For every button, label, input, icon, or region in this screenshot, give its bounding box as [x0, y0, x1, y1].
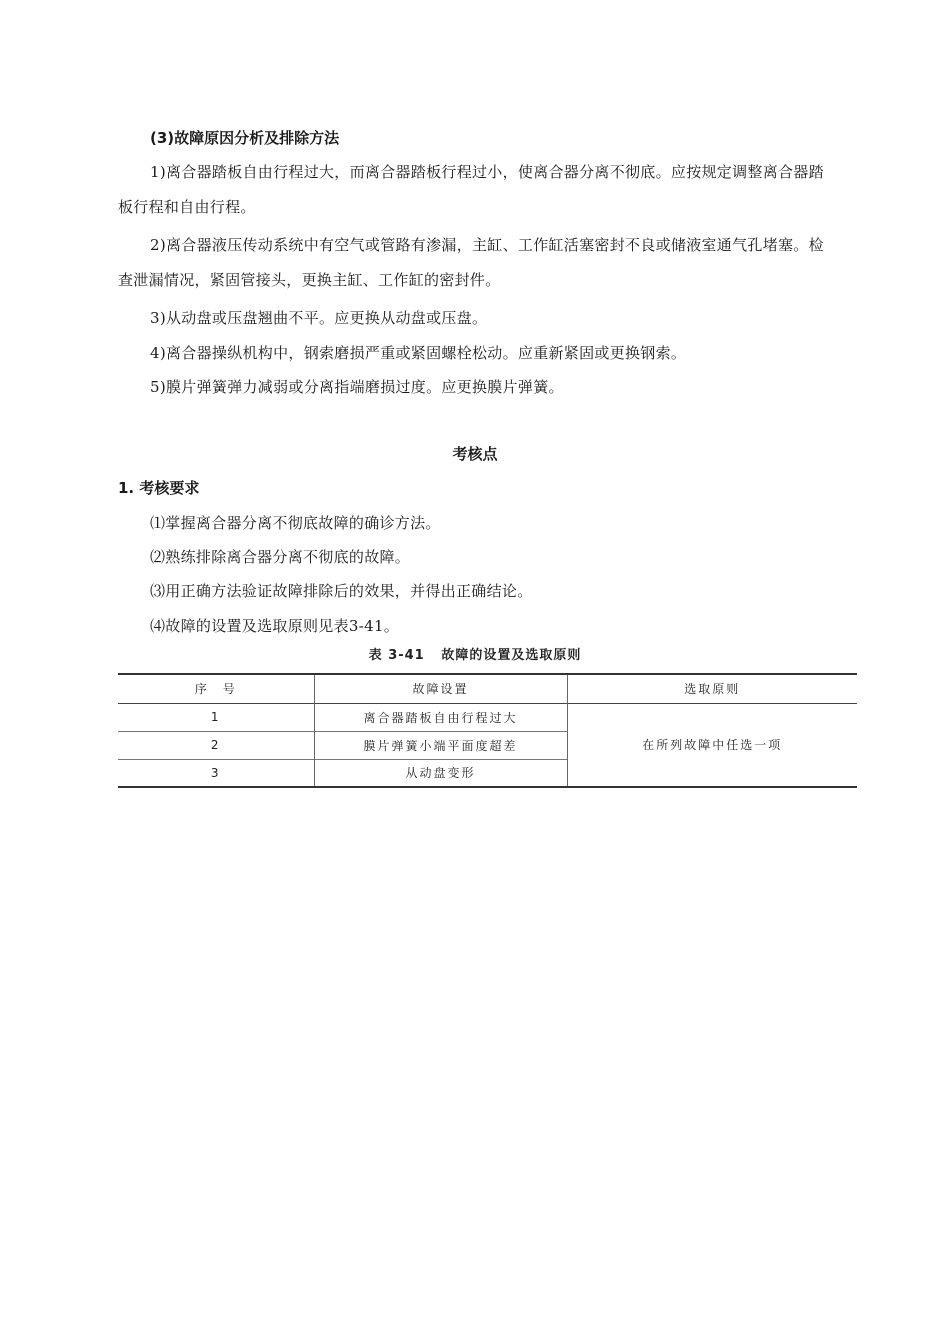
section-heading: (3)故障原因分析及排除方法	[150, 129, 340, 147]
header-fault-setting: 故障设置	[314, 674, 567, 703]
requirement-3: ⑶用正确方法验证故障排除后的效果，并得出正确结论。	[150, 582, 533, 600]
selection-principle-cell: 在所列故障中任选一项	[567, 703, 857, 787]
row-fault: 膜片弹簧小端平面度超差	[314, 731, 567, 759]
table-caption-number: 表 3-41	[368, 648, 425, 663]
row-fault: 离合器踏板自由行程过大	[314, 703, 567, 731]
table-header-row	[118, 674, 857, 703]
paragraph-4-text: 4)离合器操纵机构中，钢索磨损严重或紧固螺栓松动。应重新紧固或更换钢索。	[150, 344, 687, 362]
header-number: 序 号	[194, 682, 237, 697]
table-row	[118, 703, 857, 731]
paragraph-1-text: 1)离合器踏板自由行程过大，而离合器踏板行程过小，使离合器分离不彻底。应按规定调整离合器踏板行程和自由行程。	[118, 163, 824, 216]
assessment-title: 考核点	[452, 445, 498, 463]
table-caption-title: 故障的设置及选取原则	[441, 648, 582, 663]
requirement-4: ⑷故障的设置及选取原则见表3-41。	[150, 617, 400, 635]
paragraph-4	[118, 336, 838, 371]
paragraph-5	[118, 370, 838, 405]
assessment-requirements-heading: 1. 考核要求	[118, 479, 200, 497]
row-fault: 从动盘变形	[314, 759, 567, 787]
requirement-1: ⑴掌握离合器分离不彻底故障的确诊方法。	[150, 514, 441, 532]
row-number: 3	[210, 765, 221, 780]
paragraph-2-text: 2)离合器液压传动系统中有空气或管路有渗漏，主缸、工作缸活塞密封不良或储液室通气孔堵塞。检查泄漏情况，紧固管接头，更换主缸、工作缸的密封件。	[118, 236, 824, 289]
paragraph-2	[118, 228, 838, 297]
paragraph-5-text: 5)膜片弹簧弹力减弱或分离指端磨损过度。应更换膜片弹簧。	[150, 378, 564, 396]
requirement-2: ⑵熟练排除离合器分离不彻底的故障。	[150, 548, 411, 566]
row-number: 1	[210, 710, 221, 724]
header-selection-principle: 选取原则	[567, 674, 857, 703]
paragraph-1	[118, 155, 838, 224]
paragraph-3	[118, 301, 838, 336]
paragraph-3-text: 3)从动盘或压盘翘曲不平。应更换从动盘或压盘。	[150, 309, 488, 327]
fault-setting-table	[118, 673, 857, 788]
row-number: 2	[210, 738, 221, 752]
table-caption	[0, 647, 950, 665]
